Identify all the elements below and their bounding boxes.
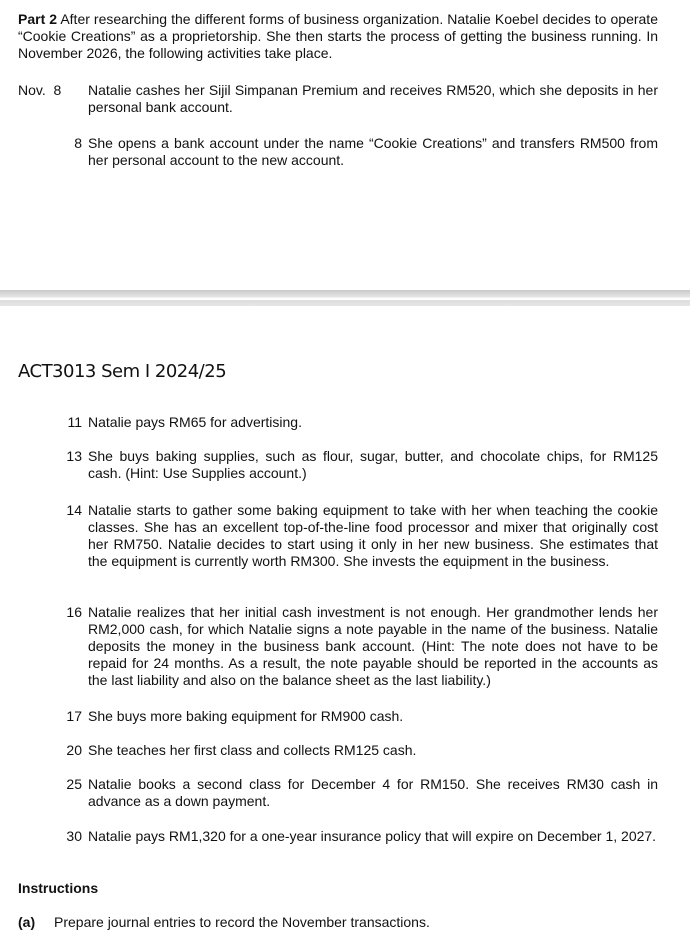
transaction-date: 14 [66, 502, 82, 518]
transaction-text: Natalie cashes her Sijil Simpanan Premium and receives RM520, which she deposits in her personal bank account. [88, 82, 658, 115]
instruction-text: Prepare journal entries to record the November transactions. [54, 914, 430, 930]
transaction-text: Natalie books a second class for December 4 for RM150. She receives RM30 cash in advance as a down payment. [88, 776, 658, 809]
transaction-date: Nov. 8 [18, 82, 62, 98]
transaction-text: Natalie realizes that her initial cash investment is not enough. Her grandmother lends her RM2,000 cash, for which Natalie signs a note payable in the name of the business. Natalie deposits the money in the business bank account. (Hint: The note does not have to be repaid for 24 months. As a result, the note payable should be reported in the accounts as the last liability and also on the balance sheet as the last liability.) [88, 604, 658, 688]
transaction-date: 11 [67, 414, 82, 430]
transaction-item [18, 776, 658, 810]
intro-paragraph [18, 11, 658, 62]
transaction-item [18, 502, 658, 570]
page-break-divider [0, 290, 690, 306]
intro-text: After researching the different forms of business organization. Natalie Koebel decides to operate “Cookie Creations” as a proprietorship. She then starts the process of getting the business running. In November 2026, the following activities take place. [18, 11, 658, 61]
transaction-text: She teaches her first class and collects RM125 cash. [88, 742, 417, 758]
transaction-text: She opens a bank account under the name “Cookie Creations” and transfers RM500 from her personal account to the new account. [88, 135, 658, 168]
transaction-date: 20 [66, 742, 82, 758]
transaction-item [18, 828, 658, 845]
transaction-text: She buys baking supplies, such as flour, sugar, butter, and chocolate chips, for RM125 cash. (Hint: Use Supplies account.) [88, 448, 658, 481]
transaction-item [18, 448, 658, 482]
transaction-date: 17 [66, 708, 82, 724]
part-label: Part 2 [18, 11, 58, 27]
transaction-item [18, 708, 658, 725]
transaction-date: 16 [66, 604, 82, 620]
transaction-item [18, 604, 658, 689]
instruction-item [18, 914, 658, 931]
transaction-text: She buys more baking equipment for RM900 cash. [88, 708, 404, 724]
transaction-text: Natalie starts to gather some baking equipment to take with her when teaching the cookie classes. She has an excellent top-of-the-line food processor and mixer that originally cost her RM750. Natalie decides to start using it only in her new business. She estimates that the equipment is currently worth RM300. She invests the equipment in the business. [88, 502, 658, 569]
transaction-date: 8 [74, 135, 82, 151]
transaction-text: Natalie pays RM1,320 for a one-year insurance policy that will expire on December 1, 2027. [88, 828, 657, 844]
transaction-date: 13 [66, 448, 82, 464]
instructions-heading: Instructions [18, 880, 99, 896]
instruction-label: (a) [18, 914, 36, 930]
transaction-item [18, 742, 658, 759]
transaction-item [18, 135, 658, 169]
transaction-item [18, 82, 658, 116]
page-header: ACT3013 Sem I 2024/25 [18, 361, 227, 382]
transaction-date: 30 [66, 828, 82, 844]
transaction-date: 25 [66, 776, 82, 792]
transaction-item [18, 414, 658, 431]
transaction-text: Natalie pays RM65 for advertising. [88, 414, 302, 430]
